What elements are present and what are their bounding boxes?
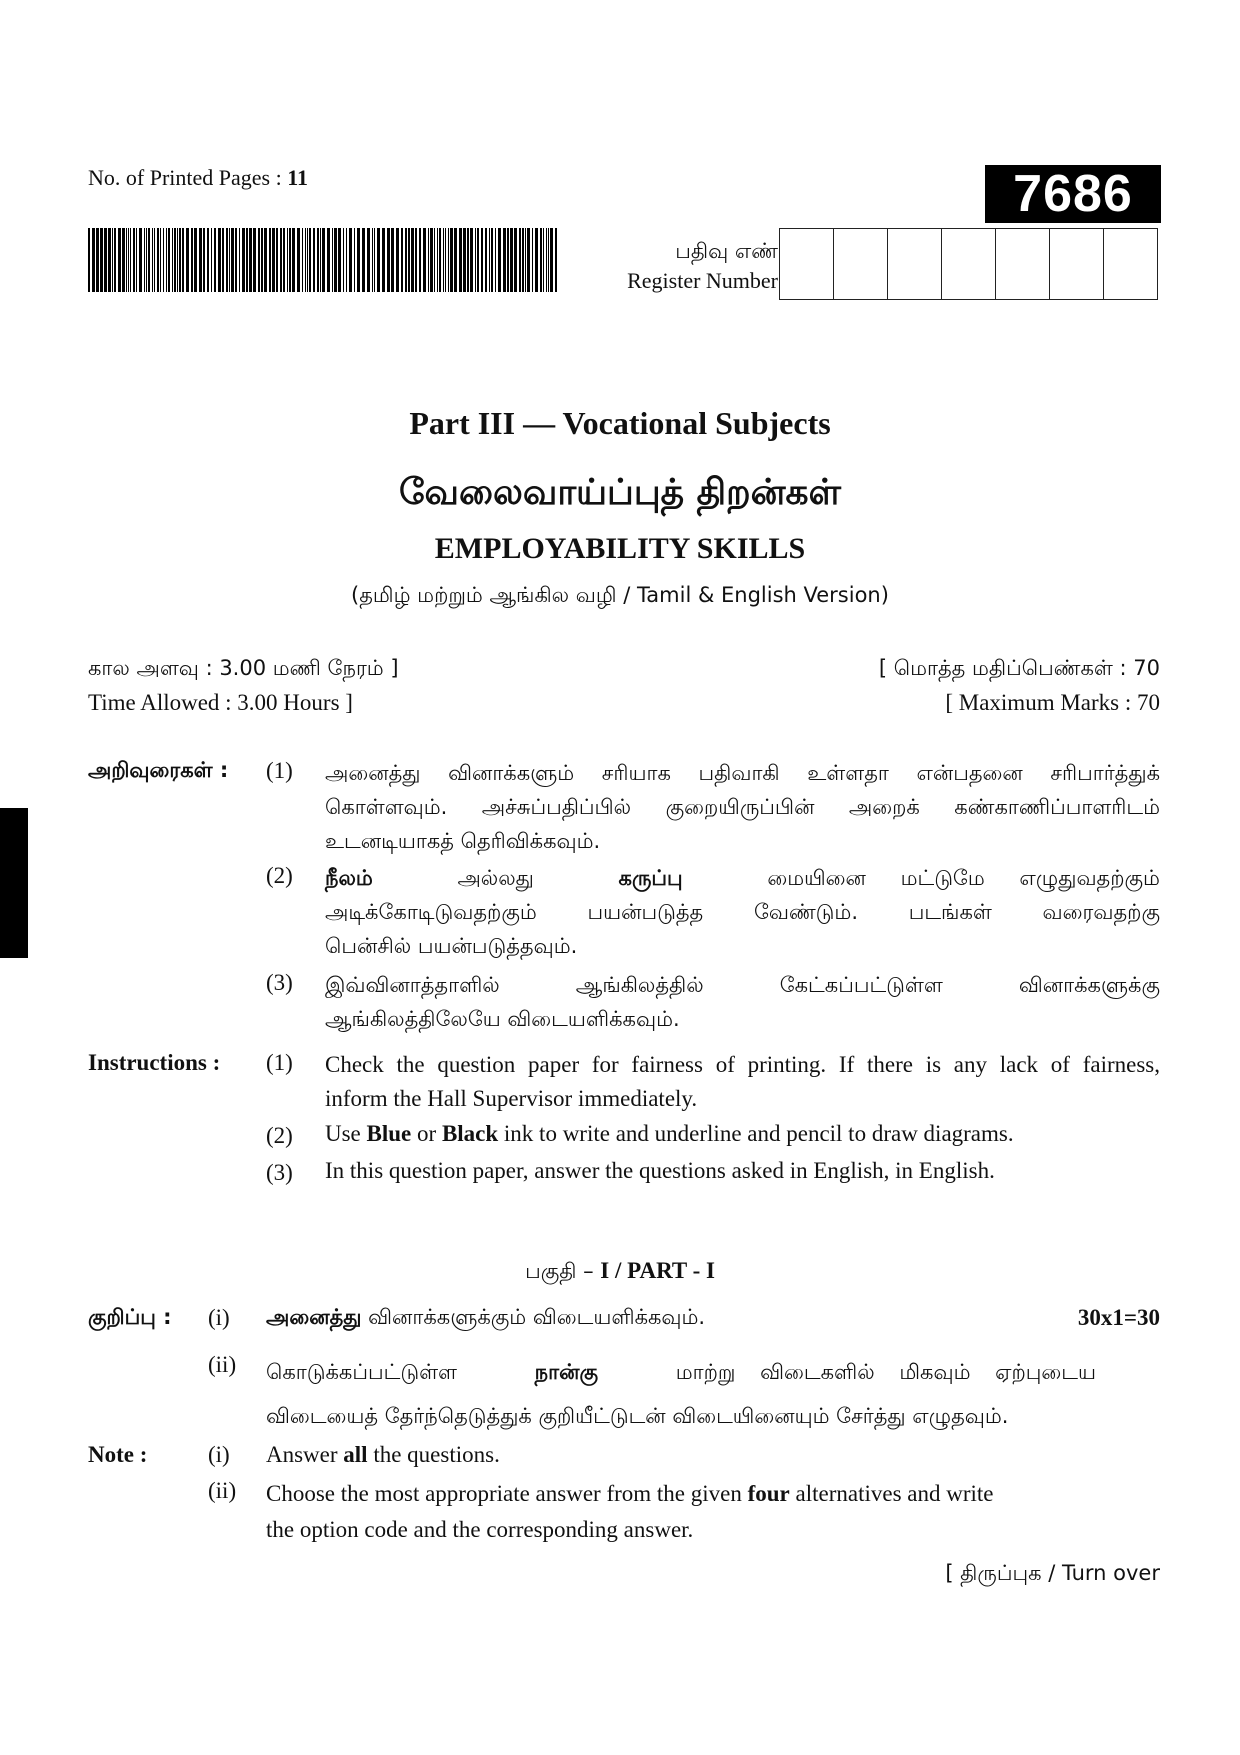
instruction-ta-1: அனைத்து வினாக்களும் சரியாக பதிவாகி உள்ளதா என்பதனை சரிபார்த்துக் கொள்ளவும். அச்சுப்பதிப்பில் குறையிருப்பின் அறைக் கண்காணிப்பாளரிடம் உடனடியாகத் தெரிவிக்கவும். bbox=[325, 761, 1160, 853]
register-box[interactable] bbox=[1104, 229, 1157, 299]
barcode-bar bbox=[470, 228, 473, 292]
barcode-bar bbox=[242, 228, 245, 292]
barcode-bar bbox=[174, 228, 176, 292]
barcode-bar bbox=[154, 228, 155, 292]
barcode-bar bbox=[430, 228, 433, 292]
barcode-bar bbox=[495, 228, 496, 292]
barcode-bar bbox=[292, 228, 295, 292]
printed-pages-label: No. of Printed Pages : bbox=[88, 165, 282, 190]
barcode-bar bbox=[283, 228, 285, 292]
register-label-ta: பதிவு எண் bbox=[675, 239, 778, 263]
register-box[interactable] bbox=[834, 229, 888, 299]
item-number: (ii) bbox=[208, 1352, 237, 1377]
barcode-bar bbox=[272, 228, 275, 292]
instruction-ta-3: இவ்வினாத்தாளில் ஆங்கிலத்தில் கேட்கப்பட்டுள்ள வினாக்களுக்கு ஆங்கிலத்திலேயே விடையளிக்கவும். bbox=[325, 973, 1160, 1031]
barcode-bar bbox=[177, 228, 178, 292]
barcode-bar bbox=[349, 228, 352, 292]
barcode-bar bbox=[343, 228, 344, 292]
barcode-bar bbox=[546, 228, 547, 292]
barcode-bar bbox=[491, 228, 493, 292]
register-box[interactable] bbox=[780, 229, 834, 299]
barcode-bar bbox=[477, 228, 479, 292]
instruction-en-2: Use Blue or Black ink to write and underline and pencil to draw diagrams. bbox=[325, 1121, 1014, 1146]
instruction-en-1: Check the question paper for fairness of printing. If there is any lack of fairness, inform the Hall Supervisor immediately. bbox=[325, 1052, 1160, 1111]
item-number: (2) bbox=[266, 863, 293, 888]
barcode-bar bbox=[543, 228, 544, 292]
barcode-bar bbox=[527, 228, 530, 292]
barcode-bar bbox=[503, 228, 506, 292]
note-en-1: Answer all the questions. bbox=[266, 1442, 500, 1467]
instructions-ta-label: அறிவுரைகள் : bbox=[88, 758, 229, 782]
barcode-bar bbox=[136, 228, 137, 292]
item-number: (2) bbox=[266, 1123, 293, 1148]
barcode-bar bbox=[214, 228, 216, 292]
barcode-bar bbox=[179, 228, 181, 292]
barcode-bar bbox=[152, 228, 153, 292]
barcode-bar bbox=[387, 228, 390, 292]
register-box[interactable] bbox=[888, 229, 942, 299]
barcode-bar bbox=[246, 228, 248, 292]
part-title: Part III — Vocational Subjects bbox=[409, 405, 831, 441]
barcode-bar bbox=[160, 228, 161, 292]
printed-pages bbox=[88, 165, 308, 191]
barcode-bar bbox=[194, 228, 197, 292]
barcode-bar bbox=[226, 228, 228, 292]
barcode-bar bbox=[439, 228, 441, 292]
barcode-bar bbox=[382, 228, 385, 292]
barcode-bar bbox=[405, 228, 407, 292]
barcode-bar bbox=[203, 228, 205, 292]
barcode-bar bbox=[207, 228, 209, 292]
side-registration-mark bbox=[0, 808, 28, 958]
barcode-bar bbox=[289, 228, 291, 292]
register-label-en: Register Number bbox=[627, 268, 778, 293]
barcode-bar bbox=[264, 228, 267, 292]
barcode-bar bbox=[191, 228, 193, 292]
item-number: (ii) bbox=[208, 1478, 237, 1503]
barcode-bar bbox=[182, 228, 184, 292]
barcode-bar bbox=[459, 228, 462, 292]
part1-marks: 30x1=30 bbox=[1077, 1305, 1160, 1330]
barcode-bar bbox=[276, 228, 278, 292]
barcode-bar bbox=[354, 228, 355, 292]
instruction-en-3: In this question paper, answer the questions asked in English, in English. bbox=[325, 1158, 995, 1183]
part1-heading: பகுதி – I / PART - I bbox=[525, 1258, 715, 1283]
barcode-bar bbox=[532, 228, 533, 292]
barcode-bar bbox=[454, 228, 457, 292]
item-number: (1) bbox=[266, 758, 293, 783]
barcode-bar bbox=[550, 228, 553, 292]
register-box[interactable] bbox=[942, 229, 996, 299]
barcode-bar bbox=[408, 228, 410, 292]
barcode-bar bbox=[327, 228, 330, 292]
barcode-bar bbox=[168, 228, 170, 292]
barcode-bar bbox=[535, 228, 538, 292]
barcode-bar bbox=[525, 228, 526, 292]
note-ta-2: கொடுக்கப்பட்டுள்ள நான்கு மாற்று விடைகளில் மிகவும் ஏற்புடைய விடையைத் தேர்ந்தெடுத்துக் குறியீட்டுடன் விடையினையும் சேர்த்து எழுதவும். bbox=[266, 1360, 1096, 1428]
barcode-bar bbox=[485, 228, 487, 292]
barcode-bar bbox=[338, 228, 341, 292]
barcode-bar bbox=[253, 228, 256, 292]
printed-pages-value: 11 bbox=[287, 165, 308, 190]
barcode-bar bbox=[130, 228, 131, 292]
item-number: (1) bbox=[266, 1050, 293, 1075]
instructions-en-label: Instructions : bbox=[88, 1050, 221, 1075]
barcode-bar bbox=[186, 228, 189, 292]
barcode-bar bbox=[437, 228, 438, 292]
time-allowed-ta: கால அளவு : 3.00 மணி நேரம் ] bbox=[88, 656, 399, 680]
barcode-bar bbox=[144, 228, 145, 292]
time-allowed-en: Time Allowed : 3.00 Hours ] bbox=[88, 690, 353, 715]
barcode-bar bbox=[122, 228, 125, 292]
barcode-bar bbox=[231, 228, 234, 292]
barcode-bar bbox=[411, 228, 414, 292]
barcode-bar bbox=[302, 228, 303, 292]
register-box[interactable] bbox=[1050, 229, 1104, 299]
barcode-bar bbox=[297, 228, 300, 292]
barcode-bar bbox=[199, 228, 202, 292]
barcode-bar bbox=[322, 228, 325, 292]
barcode-bar bbox=[463, 228, 466, 292]
barcode-bar bbox=[362, 228, 365, 292]
barcode-bar bbox=[419, 228, 421, 292]
subject-title-ta: வேலைவாய்ப்புத் திறன்கள் bbox=[398, 472, 842, 513]
note-en-label: Note : bbox=[88, 1442, 148, 1467]
barcode-bar bbox=[148, 228, 150, 292]
barcode-bar bbox=[445, 228, 446, 292]
barcode-bar bbox=[287, 228, 288, 292]
barcode-bar bbox=[475, 228, 476, 292]
barcode-bar bbox=[261, 228, 263, 292]
barcode-bar bbox=[157, 228, 159, 292]
item-number: (3) bbox=[266, 1160, 293, 1185]
barcode-bar bbox=[450, 228, 453, 292]
barcode-bar bbox=[396, 228, 399, 292]
register-label bbox=[560, 236, 778, 296]
barcode-bar bbox=[317, 228, 319, 292]
note-en-2: Choose the most appropriate answer from the given four alternatives and write the option code and the corresponding answer. bbox=[266, 1481, 994, 1542]
barcode-bar bbox=[522, 228, 524, 292]
barcode-bar bbox=[540, 228, 542, 292]
register-number-boxes bbox=[779, 228, 1158, 300]
note-ta-label: குறிப்பு : bbox=[88, 1305, 172, 1329]
item-number: (i) bbox=[208, 1305, 230, 1330]
note-ta-1: அனைத்து வினாக்களுக்கும் விடையளிக்கவும். bbox=[266, 1305, 706, 1329]
barcode-bar bbox=[357, 228, 360, 292]
barcode-bar bbox=[434, 228, 435, 292]
barcode-bar bbox=[139, 228, 142, 292]
register-box[interactable] bbox=[996, 229, 1050, 299]
barcode-bar bbox=[481, 228, 483, 292]
barcode-bar bbox=[108, 228, 111, 292]
barcode-bar bbox=[443, 228, 444, 292]
barcode-bar bbox=[126, 228, 127, 292]
barcode-bar bbox=[88, 228, 90, 292]
barcode-bar bbox=[391, 228, 394, 292]
barcode-bar bbox=[104, 228, 107, 292]
barcode-bar bbox=[320, 228, 321, 292]
barcode-bar bbox=[346, 228, 347, 292]
barcode-bar bbox=[428, 228, 429, 292]
barcode-bar bbox=[218, 228, 221, 292]
barcode-bar bbox=[467, 228, 469, 292]
barcode-bar bbox=[249, 228, 252, 292]
barcode-bar bbox=[415, 228, 417, 292]
paper-code: 7686 bbox=[985, 165, 1161, 223]
barcode-bar bbox=[498, 228, 501, 292]
barcode-bar bbox=[401, 228, 403, 292]
barcode-bar bbox=[133, 228, 135, 292]
barcode-bar bbox=[548, 228, 549, 292]
barcode-bar bbox=[258, 228, 260, 292]
barcode-bar bbox=[305, 228, 306, 292]
barcode-bar bbox=[118, 228, 121, 292]
turn-over: [ திருப்புக / Turn over bbox=[945, 1561, 1160, 1585]
barcode-bar bbox=[222, 228, 224, 292]
barcode-bar bbox=[235, 228, 237, 292]
barcode-bar bbox=[309, 228, 311, 292]
version-line: (தமிழ் மற்றும் ஆங்கில வழி / Tamil & English Version) bbox=[351, 583, 889, 607]
subject-title-en: EMPLOYABILITY SKILLS bbox=[434, 532, 806, 565]
barcode-bar bbox=[489, 228, 490, 292]
barcode-bar bbox=[332, 228, 333, 292]
barcode-bar bbox=[334, 228, 337, 292]
barcode-bar bbox=[269, 228, 271, 292]
item-number: (i) bbox=[208, 1442, 230, 1467]
barcode-bar bbox=[100, 228, 103, 292]
barcode-bar bbox=[146, 228, 147, 292]
barcode-bar bbox=[96, 228, 99, 292]
barcode-bar bbox=[211, 228, 212, 292]
instruction-ta-2: நீலம் அல்லது கருப்பு மையினை மட்டுமே எழுதுவதற்கும் அடிக்கோடிடுவதற்கும் பயன்படுத்த வேண்டும். படங்கள் வரைவதற்கு பென்சில் பயன்படுத்தவும். bbox=[325, 866, 1160, 958]
barcode-bar bbox=[374, 228, 375, 292]
barcode-bar bbox=[114, 228, 116, 292]
barcode-bar bbox=[229, 228, 230, 292]
barcode-bar bbox=[92, 228, 95, 292]
barcode-bar bbox=[507, 228, 509, 292]
item-number: (3) bbox=[266, 970, 293, 995]
barcode-bar bbox=[128, 228, 129, 292]
barcode-bar bbox=[172, 228, 173, 292]
barcode-bar bbox=[448, 228, 449, 292]
barcode-bar bbox=[423, 228, 426, 292]
barcode-bar bbox=[514, 228, 517, 292]
barcode-bar bbox=[163, 228, 164, 292]
barcode-bar bbox=[367, 228, 370, 292]
barcode-bar bbox=[377, 228, 380, 292]
barcode-bar bbox=[112, 228, 113, 292]
barcode-bar bbox=[313, 228, 315, 292]
barcode-bar bbox=[510, 228, 513, 292]
max-marks-en: [ Maximum Marks : 70 bbox=[945, 690, 1160, 715]
barcode-bar bbox=[555, 228, 557, 292]
max-marks-ta: [ மொத்த மதிப்பெண்கள் : 70 bbox=[878, 656, 1160, 680]
barcode-bar bbox=[519, 228, 521, 292]
barcode-bar bbox=[307, 228, 308, 292]
barcode-bar bbox=[239, 228, 240, 292]
barcode-bar bbox=[166, 228, 167, 292]
barcode-bar bbox=[280, 228, 282, 292]
barcode bbox=[88, 228, 563, 292]
barcode-bar bbox=[372, 228, 373, 292]
